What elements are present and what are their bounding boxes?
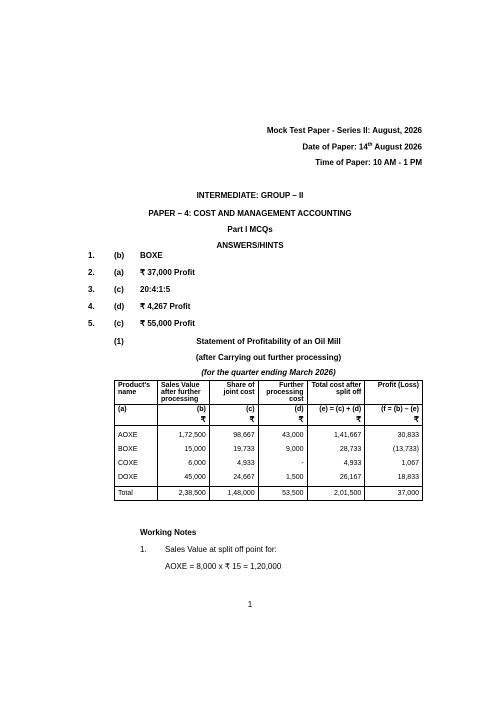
table-cell: 45,000: [157, 471, 209, 487]
table-cell: 15,000: [157, 443, 209, 457]
mcq-option: (a): [114, 268, 124, 277]
table-cell: Total: [115, 487, 158, 501]
rupee-symbol: ₹: [258, 414, 307, 426]
group-title: INTERMEDIATE: GROUP – II: [196, 191, 304, 200]
mcq-answer: BOXE: [140, 251, 163, 260]
mcq-number: 4.: [88, 302, 95, 311]
table-cell: 43,000: [258, 426, 307, 444]
answers-title: ANSWERS/HINTS: [216, 241, 284, 250]
table-cell: 53,500: [258, 487, 307, 501]
header-date-pre: Date of Paper: 14: [302, 142, 368, 152]
page-number: 1: [247, 600, 253, 609]
rupee-symbol: ₹: [157, 414, 209, 426]
col-header-profit: Profit (Loss): [365, 381, 423, 405]
table-cell: 1,067: [365, 457, 423, 471]
table-cell: 2,38,500: [157, 487, 209, 501]
table-cell: -: [258, 457, 307, 471]
header-date-sup: th: [367, 142, 373, 148]
table-cell: 4,933: [209, 457, 258, 471]
table-row: [115, 426, 423, 444]
table-cell: 2,01,500: [307, 487, 365, 501]
header-time: Time of Paper: 10 AM - 1 PM: [315, 158, 422, 167]
table-cell: 37,000: [365, 487, 423, 501]
table-cell: 19,733: [209, 443, 258, 457]
mcq-number: 3.: [88, 285, 95, 294]
statement-period: (for the quarter ending March 2026): [201, 368, 336, 377]
mcq-option: (d): [114, 302, 125, 311]
table-cell: 1,41,667: [307, 426, 365, 444]
working-note-calc: AOXE = 8,000 x ₹ 15 = 1,20,000: [165, 562, 282, 571]
table-symbol-row: [115, 414, 423, 426]
table-cell: 1,72,500: [157, 426, 209, 444]
col-label: (d): [258, 405, 307, 415]
col-label: (c): [209, 405, 258, 415]
mcq-number: 5.: [88, 319, 95, 328]
table-cell: AOXE: [115, 426, 158, 444]
table-row: [115, 443, 423, 457]
profitability-table: [114, 380, 423, 501]
table-label-row: [115, 405, 423, 415]
table-cell: 1,500: [258, 471, 307, 487]
mcq-answer: ₹ 4,267 Profit: [140, 302, 191, 311]
table-cell: 9,000: [258, 443, 307, 457]
part-title: Part I MCQs: [227, 225, 273, 234]
header-series: Mock Test Paper - Series II: August, 2026: [266, 126, 422, 135]
table-cell: 6,000: [157, 457, 209, 471]
mcq-option: (b): [114, 251, 125, 260]
table-total-row: [115, 487, 423, 501]
working-note-number: 1.: [140, 545, 147, 554]
table-cell: 98,667: [209, 426, 258, 444]
table-row: [115, 457, 423, 471]
mcq-option: (c): [114, 285, 124, 294]
paper-title: PAPER – 4: COST AND MANAGEMENT ACCOUNTING: [148, 209, 352, 218]
rupee-symbol: ₹: [365, 414, 423, 426]
col-header-product: Product's name: [115, 381, 158, 405]
table-cell: 28,733: [307, 443, 365, 457]
col-label: (e) = (c) + (d): [307, 405, 365, 415]
mcq-answer: 20:4:1:5: [140, 285, 171, 294]
header-date: [302, 142, 422, 152]
table-cell: 26,167: [307, 471, 365, 487]
subpart-label: (1): [114, 337, 124, 346]
mcq-answer: ₹ 37,000 Profit: [140, 268, 195, 277]
table-cell: 24,667: [209, 471, 258, 487]
mcq-answer: ₹ 55,000 Profit: [140, 319, 195, 328]
table-cell: 4,933: [307, 457, 365, 471]
table-cell: BOXE: [115, 443, 158, 457]
statement-title: Statement of Profitability of an Oil Mill: [196, 337, 341, 346]
col-label: (a): [115, 405, 158, 415]
col-header-sales: Sales Value after further processing: [157, 381, 209, 405]
rupee-symbol: ₹: [209, 414, 258, 426]
col-header-joint: Share of joint cost: [209, 381, 258, 405]
rupee-symbol: ₹: [307, 414, 365, 426]
mcq-number: 2.: [88, 268, 95, 277]
table-cell: COXE: [115, 457, 158, 471]
col-header-further: Further processing cost: [258, 381, 307, 405]
col-label: (b): [157, 405, 209, 415]
col-label: (f = (b) – (e): [365, 405, 423, 415]
table-cell: 1,48,000: [209, 487, 258, 501]
table-header-row: [115, 381, 423, 405]
table-row: [115, 471, 423, 487]
mcq-number: 1.: [88, 251, 95, 260]
mcq-option: (c): [114, 319, 124, 328]
header-date-post: August 2026: [372, 142, 422, 152]
working-notes-heading: Working Notes: [140, 528, 197, 537]
table-cell: DOXE: [115, 471, 158, 487]
table-cell: (13,733): [365, 443, 423, 457]
table-cell: 18,833: [365, 471, 423, 487]
working-note-text: Sales Value at split off point for:: [165, 545, 277, 554]
statement-subtitle: (after Carrying out further processing): [195, 353, 342, 362]
col-header-total-cost: Total cost after split off: [307, 381, 365, 405]
table-cell: 30,833: [365, 426, 423, 444]
